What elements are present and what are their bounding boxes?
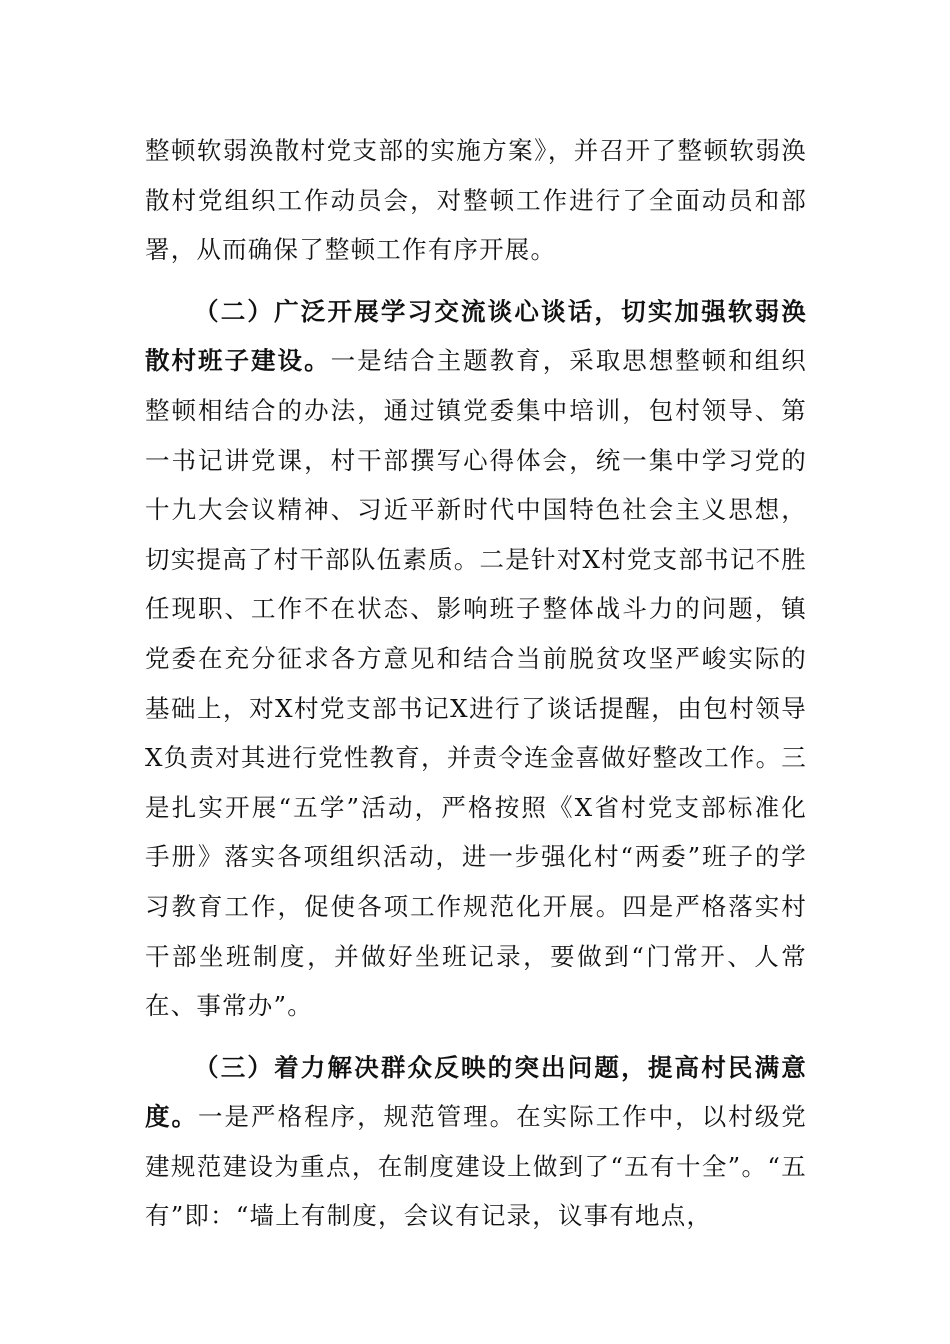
- paragraph-1-body: 整顿软弱涣散村党支部的实施方案》，并召开了整顿软弱涣散村党组织工作动员会，对整顿工作进行了全面动员和部署，从而确保了整顿工作有序开展。: [145, 136, 807, 265]
- paragraph-1: [145, 126, 807, 275]
- document-page: [145, 126, 807, 1241]
- paragraph-3: [145, 1043, 807, 1241]
- section-heading-2: （二）广泛开展学习交流谈心谈话，切实加强软弱涣散村班子建设。: [145, 296, 807, 376]
- section-heading-3: （三）着力解决群众反映的突出问题，提高村民满意度。: [145, 1052, 807, 1132]
- paragraph-2-body: 一是结合主题教育，采取思想整顿和组织整顿相结合的办法，通过镇党委集中培训，包村领导、第一书记讲党课，村干部撰写心得体会，统一集中学习党的十九大会议精神、习近平新时代中国特色社会主义思想，切实提高了村干部队伍素质。二是针对X村党支部书记不胜任现职、工作不在状态、影响班子整体战斗力的问题，镇党委在充分征求各方意见和结合当前脱贫攻坚严峻实际的基础上，对X村党支部书记X进行了谈话提醒，由包村领导X负责对其进行党性教育，并责令连金喜做好整改工作。三是扎实开展“五学”活动，严格按照《X省村党支部标准化手册》落实各项组织活动，进一步强化村“两委”班子的学习教育工作，促使各项工作规范化开展。四是严格落实村干部坐班制度，并做好坐班记录，要做到“门常开、人常在、事常办”。: [145, 346, 807, 1021]
- paragraph-3-body: 一是严格程序，规范管理。在实际工作中，以村级党建规范建设为重点，在制度建设上做到了“五有十全”。“五有”即：“墙上有制度，会议有记录，议事有地点，: [145, 1102, 807, 1231]
- paragraph-2: [145, 287, 807, 1031]
